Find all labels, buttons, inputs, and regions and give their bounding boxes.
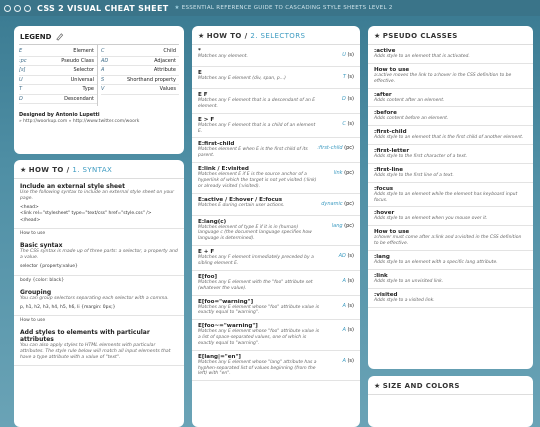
star-icon: ★ (174, 5, 180, 11)
selector-type: lang (331, 222, 343, 229)
section-desc: The CSS syntax is made up of three parts: a selector, a property and a value. (20, 249, 178, 261)
dot-icon (24, 5, 31, 12)
pseudo-row (368, 126, 533, 145)
selector-desc: Matches any F element that is a descendant of an E element. (198, 98, 316, 109)
selector-type: T (342, 74, 346, 80)
star-icon: ★ (374, 382, 381, 390)
code-block (20, 264, 178, 271)
legend-symbol: S (101, 76, 105, 83)
selector-row (192, 216, 360, 247)
legend-label: Selector (73, 67, 94, 74)
legend-label: Element (73, 48, 94, 55)
howto-selectors-head: ★ HOW TO / 2. SELECTORS (192, 26, 360, 45)
selector-desc: Matches element E when E is the first child of its parent. (198, 147, 308, 159)
selector-row (192, 194, 360, 216)
selector-tag (342, 358, 354, 364)
selector-type: A (342, 357, 346, 364)
selector-kind: (s) (347, 74, 354, 80)
code-line: <link rel="stylesheet" type="text/css" href="style.css" /> (20, 211, 152, 217)
pseudo-desc: Adds style to the first line of a text. (374, 172, 454, 178)
pseudo-desc: a:hover must come after a:link and a:visited in the CSS definition to be effective. (374, 235, 522, 247)
selector-name: E (198, 70, 202, 76)
pseudo-name: :visited (374, 291, 398, 298)
selector-name: E[foo="warning"] (198, 298, 254, 305)
legend-col-left (19, 45, 97, 106)
pseudo-row (368, 183, 533, 208)
section-title: Basic syntax (20, 242, 63, 250)
selector-kind: (pc) (344, 145, 354, 152)
legend-label: Child (163, 48, 176, 55)
legend-row (101, 57, 179, 67)
pseudo-classes-head: ★ PSEUDO CLASSES (368, 26, 533, 45)
selector-kind: (s) (347, 277, 354, 284)
dot-icon (4, 5, 11, 12)
pseudo-desc: a:active moves the link to a:hover in the CSS definition to be effective. (374, 72, 512, 84)
syntax-section (14, 179, 184, 229)
pseudo-name: :focus (374, 185, 394, 192)
legend-row (19, 47, 97, 57)
selector-row (192, 246, 360, 271)
legend-symbol: :pc (19, 57, 27, 64)
pseudo-desc: Adds style to an element when you mouse over it. (374, 216, 488, 222)
pseudo-row (368, 289, 533, 308)
pseudo-row (368, 89, 533, 108)
legend-label: Shorthand property (127, 76, 176, 83)
pseudo-row (368, 45, 533, 64)
selector-tag (332, 223, 354, 229)
code-line: </head> (20, 217, 41, 223)
legend-symbol: A (101, 67, 105, 74)
selector-tag (343, 74, 354, 80)
legend-row (101, 76, 179, 86)
selector-type: link (333, 170, 343, 177)
section-desc: You can group selectors separating each selector with a comma. (20, 295, 169, 301)
selector-desc: Matches E during certain user actions. (198, 202, 285, 208)
legend-row (101, 66, 179, 76)
legend-grid (19, 44, 179, 106)
legend-title: LEGEND (14, 26, 184, 44)
selector-desc: Matches any F element immediately preceded by a sibling element E. (198, 255, 314, 266)
legend-col-right (97, 45, 179, 106)
dot-icon (14, 5, 21, 12)
howto-selectors-card (192, 26, 360, 427)
section-title: Grouping (20, 288, 52, 296)
pseudo-row (368, 226, 533, 251)
selector-desc: Matches element E if E is the source anchor of a hyperlink of which the target is not yet visited (:link) or already visited (:visited). (198, 172, 317, 189)
how-to-use-tip: How to use (20, 231, 46, 237)
selector-kind: (s) (347, 357, 354, 364)
selector-name: E F (198, 92, 208, 98)
pseudo-name: :lang (374, 253, 390, 260)
page-subtitle: ★ ESSENTIAL REFERENCE GUIDE TO CASCADING STYLE SHEETS LEVEL 2 (174, 5, 393, 11)
selector-name: * (198, 48, 201, 54)
designed-by: Designed by Antonio Lupetti (19, 112, 100, 118)
selector-desc: Matches any E element whose "lang" attribute has a hyphen-separated list of values beginning (from the left) with "en". (198, 359, 317, 377)
selector-desc: Matches any E element (div, span, p...) (198, 76, 286, 81)
pen-icon (55, 32, 64, 41)
pseudo-row (368, 207, 533, 226)
selector-type: D (342, 96, 346, 102)
pseudo-row (368, 64, 533, 89)
selector-tag (321, 201, 354, 207)
syntax-section (14, 285, 184, 316)
code-block (20, 305, 178, 312)
selector-tag (317, 145, 354, 151)
selector-type: C (342, 120, 346, 127)
pseudo-desc: Adds style to an element that is the first child of another element. (374, 135, 524, 141)
pseudo-name: :first-letter (374, 148, 410, 155)
how-to-use-tip: How to use (20, 318, 46, 324)
selector-tag (339, 253, 354, 259)
legend-card (14, 26, 184, 154)
selectors-list (192, 45, 360, 381)
selector-kind: (pc) (344, 170, 354, 177)
selector-type: A (342, 302, 346, 309)
title-bar (0, 0, 540, 16)
howto-syntax-card (14, 160, 184, 427)
legend-row (19, 57, 97, 67)
pseudo-desc: Adds content before an element. (374, 116, 449, 122)
code-block (20, 205, 178, 225)
legend-symbol: D (19, 95, 23, 102)
syntax-section (14, 325, 184, 366)
pseudo-name: :link (374, 272, 388, 279)
pseudo-name: :active (374, 48, 396, 54)
selector-name: E:active / E:hover / E:focus (198, 196, 283, 203)
selector-type: :first-child (317, 145, 343, 152)
selector-desc: Matches any E element whose "foo" attribute value is exactly equal to "warning". (198, 304, 320, 316)
code-line: selector {property:value} (20, 264, 78, 270)
section-desc: You can also apply styles to HTML elements with particular attributes. The style rule below will match all input elements that have a type attribute with a value of "text". (20, 343, 171, 361)
selector-desc: Matches any element. (198, 54, 248, 59)
selector-row (192, 271, 360, 296)
selector-row (192, 163, 360, 194)
pseudo-name: :first-line (374, 166, 404, 173)
pseudo-desc: Adds style to an element while the element has keyboard input focus. (374, 191, 518, 203)
legend-row (19, 66, 97, 76)
selector-name: E:lang(c) (198, 218, 227, 225)
selector-row (192, 89, 360, 114)
legend-symbol: C (101, 48, 105, 55)
pseudo-name: How to use (374, 66, 410, 73)
howto-syntax-body (14, 179, 184, 366)
how-to-use-tip: body {color: black} (20, 277, 65, 283)
designer-urls[interactable]: » http://woorkup.com » http://www.twitter.com/woork (19, 119, 140, 124)
selector-name: E > F (198, 116, 215, 123)
selector-kind: (pc) (344, 222, 354, 229)
selector-name: E[lang|="en"] (198, 353, 241, 360)
selector-desc: Matches any E element whose "foo" attribute value is a list of space-separated values, one of which is exactly equal to "warning". (198, 329, 320, 346)
selector-desc: Matches element of type E if it is in (human) language c (the document language specifies how language is determined). (198, 224, 312, 242)
legend-symbol: AD (101, 57, 109, 64)
syntax-section (14, 238, 184, 275)
selector-kind: (s) (347, 52, 354, 58)
legend-symbol: T (19, 86, 23, 93)
selector-type: AD (338, 253, 346, 260)
selector-name: E[foo] (198, 273, 218, 280)
selector-kind: (pc) (344, 200, 354, 207)
code-line: <head> (20, 204, 39, 210)
pseudo-desc: Adds style to a visited link. (374, 297, 435, 303)
selector-row (192, 45, 360, 67)
legend-label: Descendant (64, 95, 94, 102)
selector-row (192, 114, 360, 139)
legend-symbol: U (19, 76, 23, 83)
legend-row (19, 85, 97, 95)
size-colors-head: ★ SIZE AND COLORS (368, 376, 533, 395)
selector-desc: Matches any F element that is a child of an element E. (198, 122, 316, 134)
selector-kind: (s) (347, 327, 354, 334)
selector-name: E:first-child (198, 141, 235, 148)
size-colors-card (368, 376, 533, 427)
pseudo-row (368, 164, 533, 183)
pseudo-desc: Adds content after an element. (374, 97, 445, 103)
pseudo-desc: Adds style to an unvisited link. (374, 278, 444, 284)
legend-label: Type (82, 86, 94, 93)
selector-name: E:link / E:visited (198, 166, 249, 173)
selector-kind: (s) (347, 96, 354, 102)
pseudo-row (368, 145, 533, 164)
star-icon: ★ (374, 32, 381, 40)
howto-syntax-head: ★ HOW TO / 1. SYNTAX (14, 160, 184, 179)
legend-row (19, 95, 97, 105)
selector-tag (342, 96, 354, 102)
selector-row (192, 138, 360, 163)
selector-row (192, 320, 360, 351)
legend-symbol: V (101, 86, 105, 93)
legend-row (101, 47, 179, 57)
legend-symbol: [s] (19, 67, 26, 74)
selector-row (192, 296, 360, 321)
pseudo-row (368, 251, 533, 270)
legend-label: Values (159, 86, 176, 93)
selector-type: A (342, 277, 346, 284)
section-desc: Use the following syntax to include an external style sheet on your page. (20, 190, 175, 201)
selector-kind: (s) (347, 302, 354, 309)
pseudo-name: :hover (374, 210, 395, 217)
selector-kind: (s) (347, 120, 354, 127)
legend-label: Universal (70, 76, 94, 83)
pseudo-row (368, 270, 533, 289)
pseudo-classes-list (368, 45, 533, 308)
pseudo-desc: Adds style to the first character of a text. (374, 154, 468, 160)
window-dots (4, 5, 31, 12)
selector-kind: (s) (347, 253, 354, 260)
legend-symbol: E (19, 48, 23, 55)
legend-label: Adjacent (154, 57, 176, 64)
legend-label: Pseudo Class (61, 57, 94, 64)
legend-label: Attribute (153, 67, 176, 74)
star-icon: ★ (198, 32, 205, 40)
selector-row (192, 67, 360, 89)
pseudo-classes-card (368, 26, 533, 369)
selector-tag (334, 170, 354, 176)
pseudo-name: :first-child (374, 129, 407, 136)
selector-tag (342, 303, 354, 309)
section-title: Include an external style sheet (20, 183, 125, 190)
selector-tag (342, 327, 354, 333)
selector-tag (342, 278, 354, 284)
section-title: Add styles to elements with particular attributes (20, 329, 150, 344)
legend-row (19, 76, 97, 86)
selector-name: E[foo~="warning"] (198, 323, 258, 330)
selector-type: dynamic (321, 200, 343, 207)
pseudo-desc: Adds style to an element that is activated. (374, 54, 470, 59)
pseudo-name: :after (374, 91, 392, 98)
code-line: p, h1, h2, h3, h4, h5, h6, li {margin: 0px;} (20, 304, 116, 310)
selector-tag (342, 121, 354, 127)
page-title: CSS 2 VISUAL CHEAT SHEET (37, 3, 169, 13)
pseudo-desc: Adds style to an element with a specific lang attribute. (374, 259, 498, 265)
selector-name: E + F (198, 249, 215, 256)
selector-row (192, 351, 360, 382)
selector-tag (342, 52, 354, 58)
star-icon: ★ (20, 166, 27, 174)
selector-desc: Matches any E element with the "foo" attribute set (whatever the value). (198, 279, 313, 291)
pseudo-name: How to use (374, 229, 410, 236)
pseudo-row (368, 107, 533, 126)
pseudo-name: :before (374, 110, 397, 117)
selector-type: A (342, 327, 346, 334)
selector-type: U (342, 52, 346, 58)
legend-row (101, 85, 179, 95)
